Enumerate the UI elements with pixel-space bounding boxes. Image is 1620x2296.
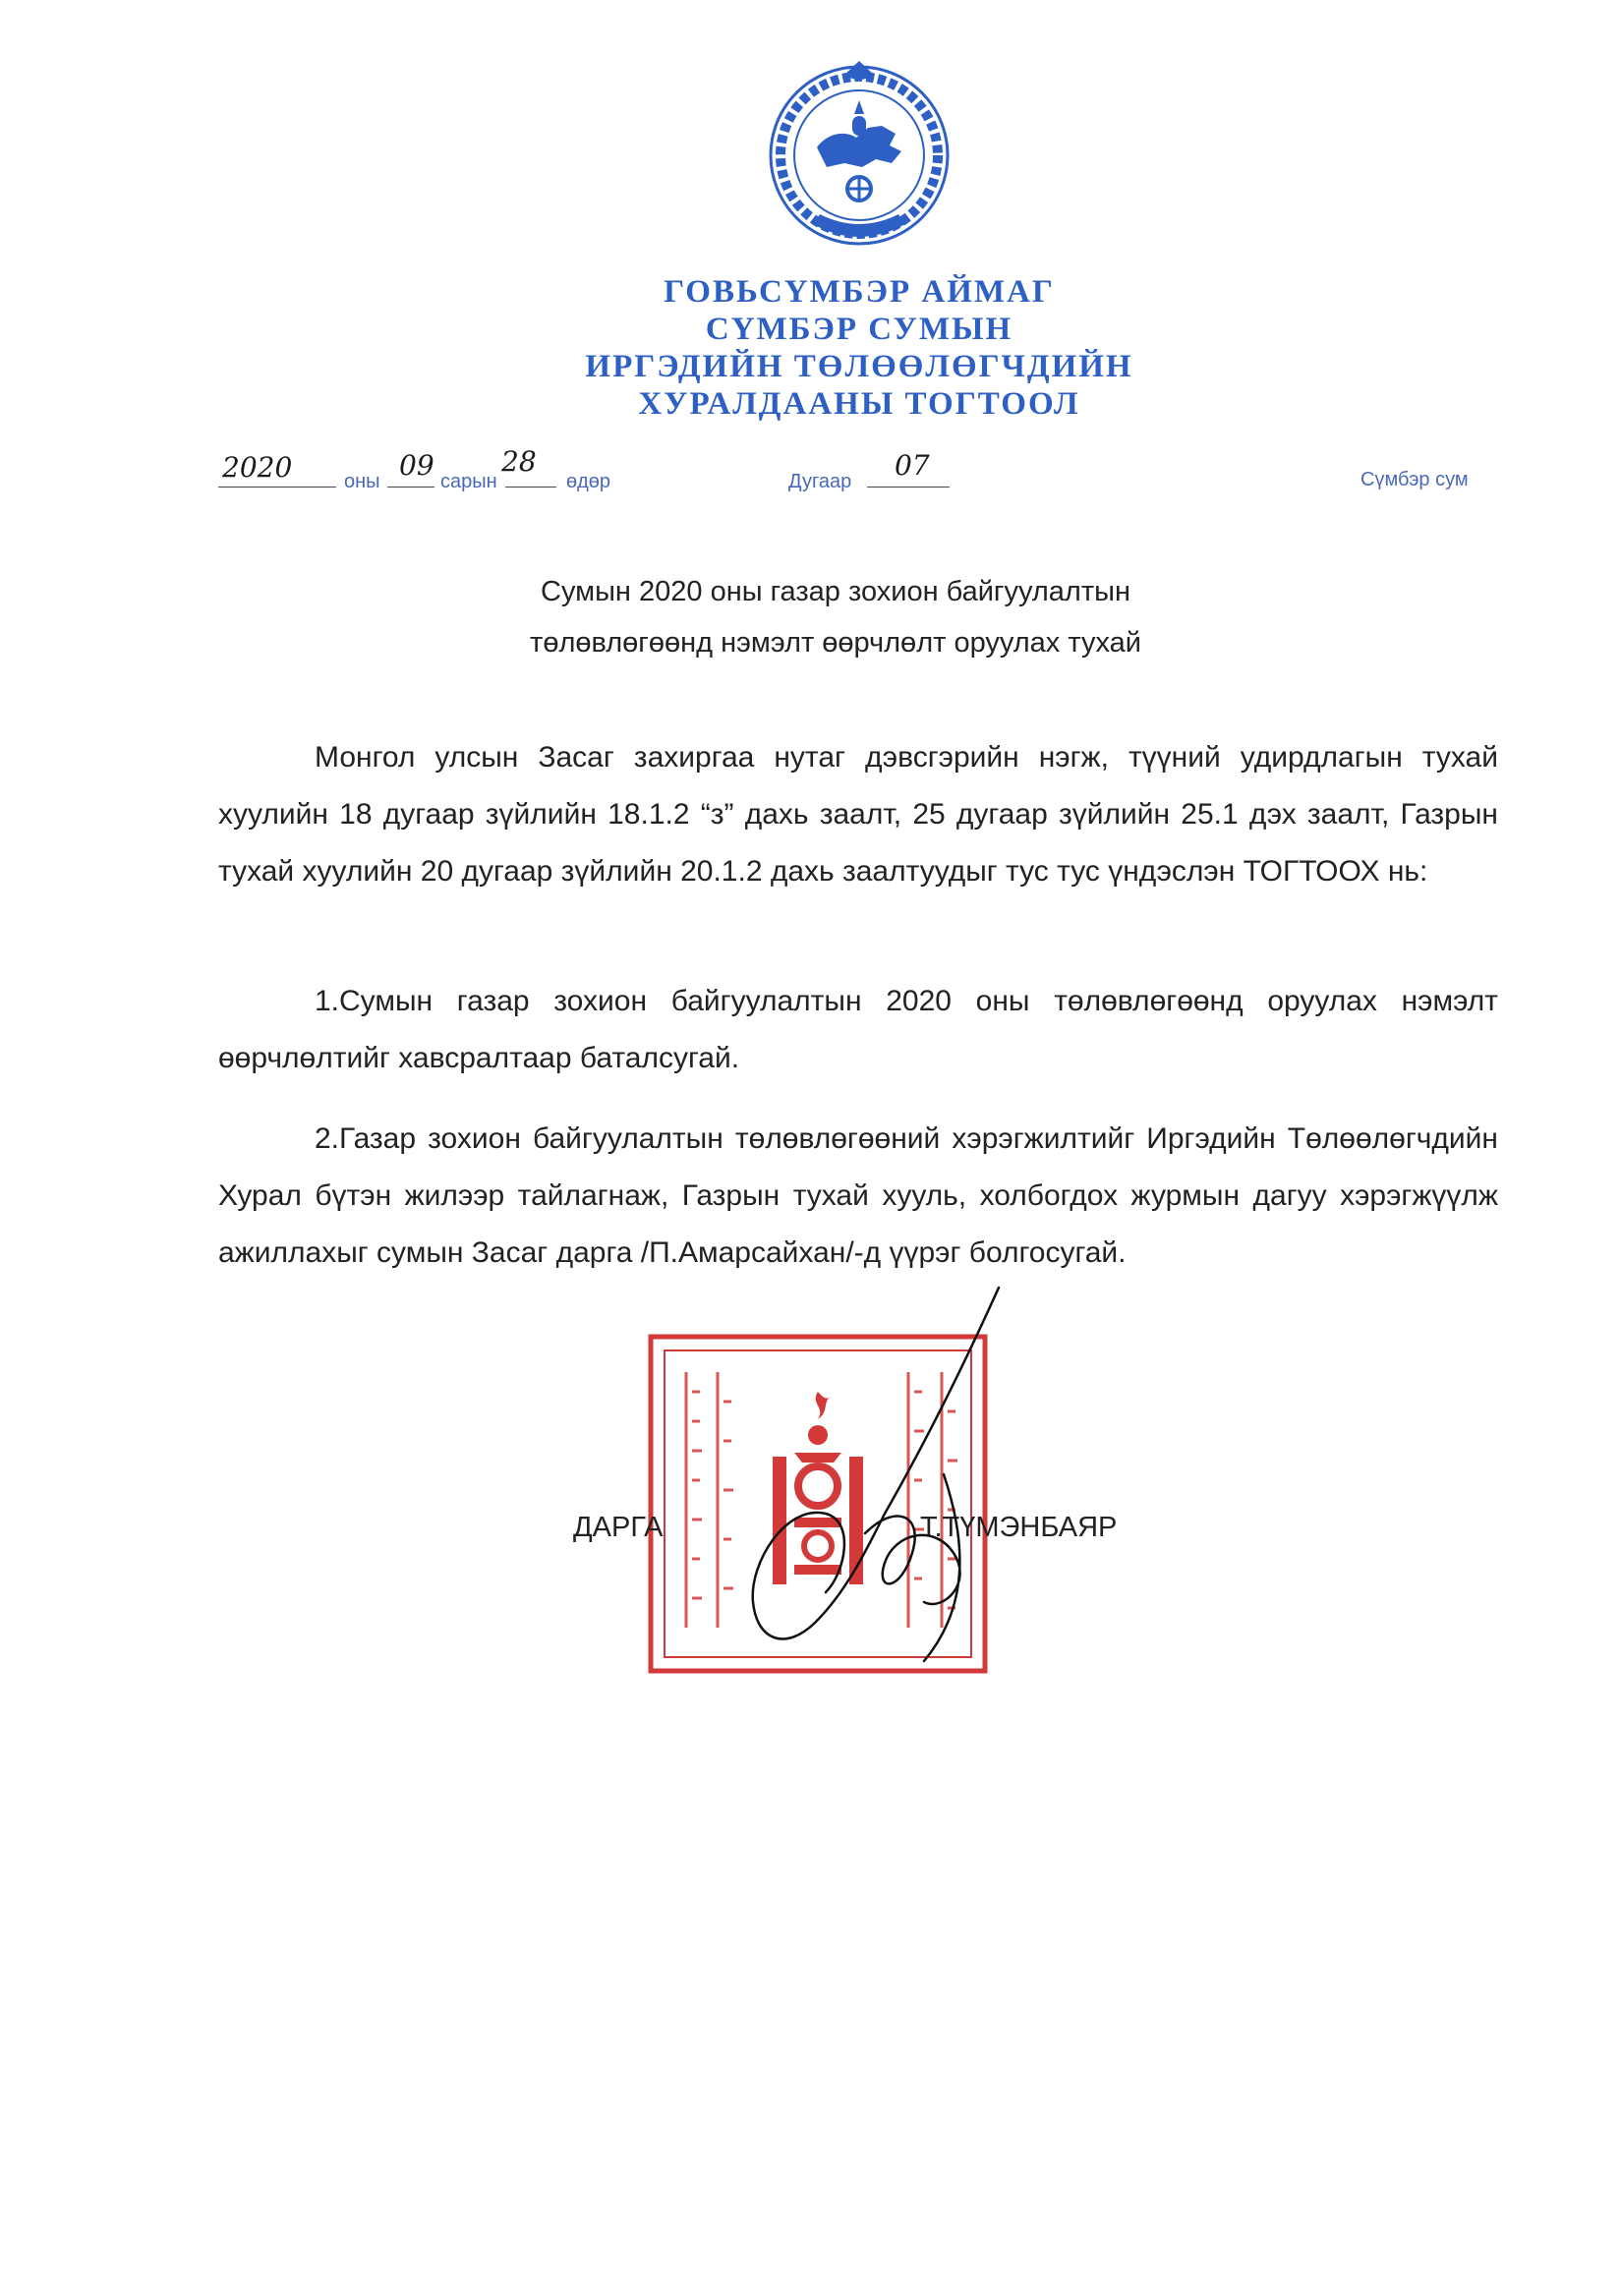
handwritten-year: 2020 bbox=[222, 451, 293, 484]
resolution-subject bbox=[452, 566, 1219, 668]
year-label: оны bbox=[344, 471, 380, 492]
day-label: өдөр bbox=[566, 471, 611, 492]
day-line bbox=[505, 487, 556, 488]
handwritten-month: 09 bbox=[399, 449, 434, 482]
subject-line-2: төлөвлөгөөнд нэмэлт өөрчлөлт оруулах тухай bbox=[530, 627, 1141, 659]
resolution-header bbox=[515, 273, 1203, 423]
item-1-text: 1.Сумын газар зохион байгуулалтын 2020 оны төлөвлөгөөнд оруулах нэмэлт өөрчлөлтийг хавсралтаар баталсугай. bbox=[218, 985, 1498, 1074]
number-label: Дугаар bbox=[788, 471, 852, 492]
header-line-council: ИРГЭДИЙН ТӨЛӨӨЛӨГЧДИЙН bbox=[585, 349, 1133, 384]
subject-line-1: Сумын 2020 оны газар зохион байгуулалтын bbox=[541, 576, 1130, 607]
date-number-row bbox=[0, 447, 1620, 506]
header-line-resolution: ХУРАЛДААНЫ ТОГТООЛ bbox=[638, 386, 1080, 422]
month-line bbox=[387, 487, 434, 488]
preamble-text: Монгол улсын Засаг захиргаа нутаг дэвсгэрийн нэгж, түүний удирдлагын тухай хуулийн 18 дугаар зүйлийн 18.1.2 “з” дахь заалт, 25 дугаар зүйлийн 25.1 дэх заалт, Газрын тухай хуулийн 20 дугаар зүйлийн 20.1.2 дахь заалтуудыг тус тус үндэслэн ТОГТООХ нь: bbox=[218, 741, 1498, 888]
place-label: Сүмбэр сум bbox=[1360, 469, 1469, 490]
signature-name: Т.ТҮМЭНБАЯР bbox=[920, 1512, 1118, 1543]
item-1-paragraph bbox=[218, 973, 1498, 1087]
header-line-aimag: ГОВЬСҮМБЭР АЙМАГ bbox=[664, 274, 1055, 310]
header-line-sum: СҮМБЭР СУМЫН bbox=[705, 312, 1013, 347]
item-2-text: 2.Газар зохион байгуулалтын төлөвлөгөөний хэрэгжилтийг Иргэдийн Төлөөлөгчдийн Хурал бүтэн жилээр тайлагнаж, Газрын тухай хууль, холбогдох журмын дагуу хэрэгжүүлж ажиллахыг сумын Засаг дарга /П.Амарсайхан/-д үүрэг болгосугай. bbox=[218, 1122, 1498, 1269]
mongolia-state-emblem-icon bbox=[766, 57, 953, 258]
item-2-paragraph bbox=[218, 1111, 1498, 1282]
handwritten-signature-icon bbox=[727, 1278, 1022, 1671]
number-line bbox=[867, 487, 950, 488]
handwritten-day: 28 bbox=[501, 445, 537, 478]
year-line bbox=[218, 487, 336, 488]
month-label: сарын bbox=[440, 471, 497, 492]
handwritten-number: 07 bbox=[895, 449, 930, 482]
preamble-paragraph bbox=[218, 729, 1498, 900]
signature-title: ДАРГА bbox=[573, 1512, 664, 1543]
